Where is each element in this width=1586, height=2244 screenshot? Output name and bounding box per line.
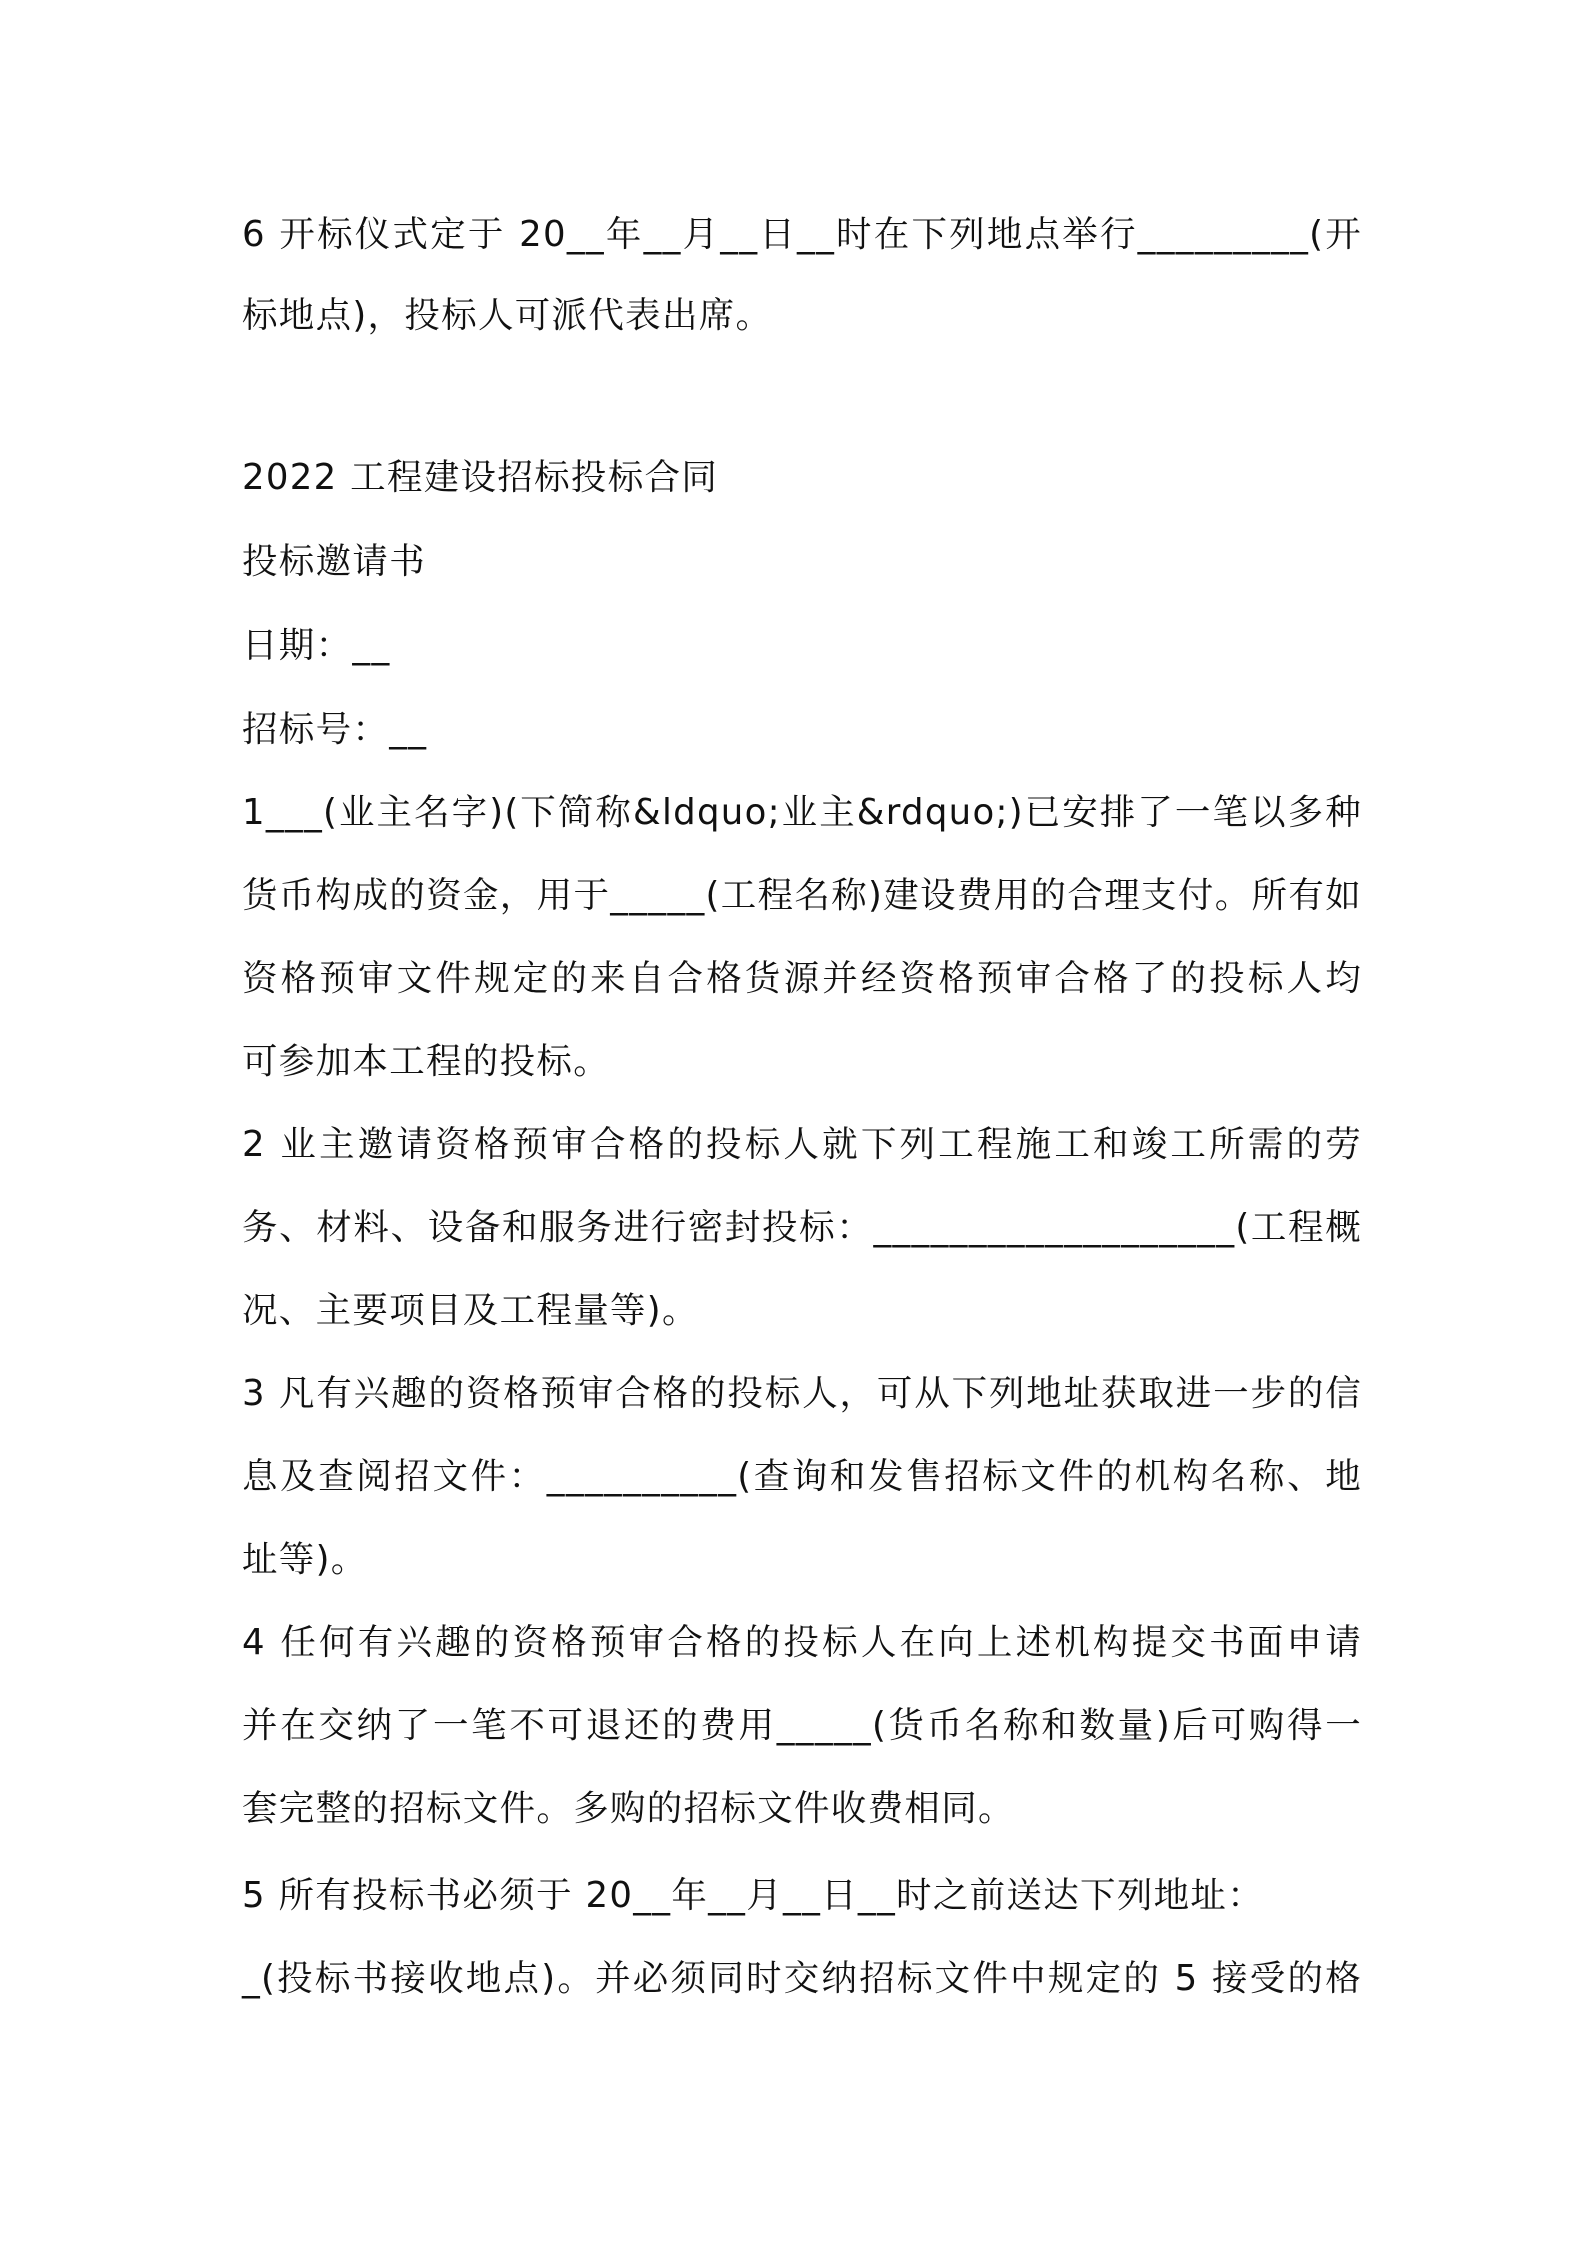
date-line: 日期：__	[242, 625, 391, 666]
paragraph-6-line-1: 6 开标仪式定于 20__年__月__日__时在下列地点举行_________(开	[242, 214, 1362, 255]
paragraph-1-line-3: 资格预审文件规定的来自合格货源并经资格预审合格了的投标人均	[242, 958, 1362, 999]
paragraph-3-line-3: 址等)。	[242, 1539, 368, 1580]
paragraph-2-line-2: 务、材料、设备和服务进行密封投标：___________________(工程概	[242, 1207, 1362, 1248]
paragraph-2-line-3: 况、主要项目及工程量等)。	[242, 1290, 699, 1331]
paragraph-1-line-2: 货币构成的资金，用于_____(工程名称)建设费用的合理支付。所有如	[242, 875, 1362, 916]
paragraph-3-line-2: 息及查阅招文件：__________(查询和发售招标文件的机构名称、地	[242, 1456, 1362, 1497]
paragraph-4-line-3: 套完整的招标文件。多购的招标文件收费相同。	[242, 1788, 1015, 1829]
paragraph-6-line-2: 标地点)，投标人可派代表出席。	[242, 295, 773, 336]
paragraph-5-line-1: 5 所有投标书必须于 20__年__月__日__时之前送达下列地址：	[242, 1875, 1265, 1916]
paragraph-2-line-1: 2 业主邀请资格预审合格的投标人就下列工程施工和竣工所需的劳	[242, 1124, 1362, 1165]
paragraph-4-line-2: 并在交纳了一笔不可退还的费用_____(货币名称和数量)后可购得一	[242, 1705, 1362, 1746]
paragraph-4-line-1: 4 任何有兴趣的资格预审合格的投标人在向上述机构提交书面申请	[242, 1622, 1362, 1663]
paragraph-3-line-1: 3 凡有兴趣的资格预审合格的投标人，可从下列地址获取进一步的信	[242, 1373, 1362, 1414]
invitation-heading: 投标邀请书	[242, 541, 427, 582]
paragraph-1-line-4: 可参加本工程的投标。	[242, 1041, 611, 1082]
paragraph-5-line-2: _(投标书接收地点)。并必须同时交纳招标文件中规定的 5 接受的格	[242, 1958, 1362, 1999]
contract-title: 2022 工程建设招标投标合同	[242, 457, 719, 498]
tender-number-line: 招标号：__	[242, 709, 428, 750]
paragraph-1-line-1: 1___(业主名字)(下简称&ldquo;业主&rdquo;)已安排了一笔以多种	[242, 792, 1362, 833]
